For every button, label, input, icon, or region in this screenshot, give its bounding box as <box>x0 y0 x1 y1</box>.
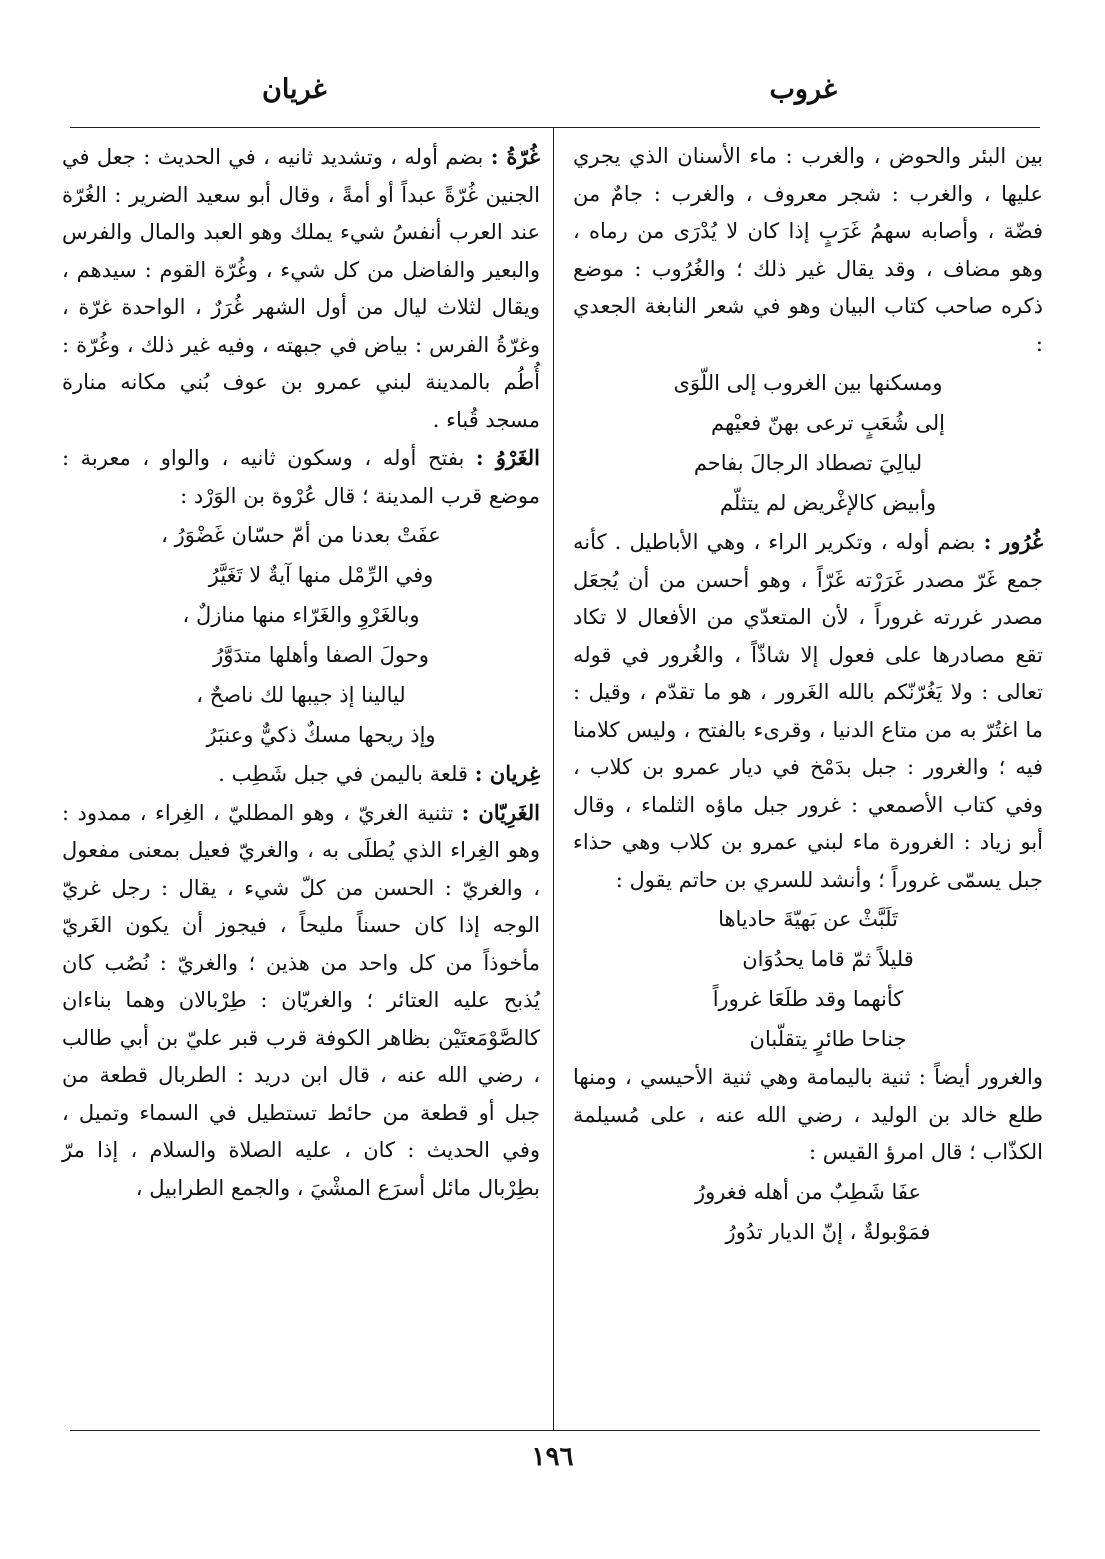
verse-block-sari <box>573 899 1043 1059</box>
running-header-left: غريان <box>262 74 327 105</box>
verse-block-imru-alqays <box>573 1172 1043 1252</box>
entry-text: والغرور أيضاً : ثنية باليمامة وهي ثنية الأحيسي ، ومنها طلع خالد بن الوليد ، رضي الله عنه ، على مُسيلمة الكذّاب ؛ قال امرؤ القيس : <box>573 1065 1043 1164</box>
verse-line: ومسكنها بين الغروب إلى اللّوَى <box>673 371 943 395</box>
entry-text: بفتح أوله ، وسكون ثانيه ، والواو ، معربة : موضع قرب المدينة ؛ قال عُرْوة بن الوَرْد : <box>62 446 540 508</box>
entry-text: تثنية الغريّ ، وهو المطليّ ، الغِراء ، ممدود : وهو الغِراء الذي يُطلَى به ، والغريّ فعيل بمعنى مفعول ، والغريّ : الحسن من كلّ شيء ، يقال : رجل غريّ الوجه إذا كان حسناً مليحاً ، فيجوز أن يكون الغَريّ مأخوذاً من كل واحد من هذين ؛ والغريّ : نُصُب كان يُذبح عليه العتائر ؛ والغريّان : طِرْبالان وهما بناءان كالصَّوْمَعتَيْن بظاهر الكوفة قرب قبر عليّ بن أبي طالب ، رضي الله عنه ، قال ابن دريد : الطربال قطعة من جبل أو قطعة من حائط تستطيل في السماء وتميل ، وفي الحديث : كان ، عليه الصلاة والسلام ، إذا مرّ بطِرْبال مائل أسرَع المشْيَ ، والجمع الطرابيل ، <box>62 800 540 1200</box>
entry-ghiryan <box>62 755 540 794</box>
verse-line: عفَتْ بعدنا من أمّ حسّان غَضْوَرُ ، <box>161 523 441 547</box>
headword: غِريان : <box>474 761 540 786</box>
verse-line: كأنهما وقد طلَعَا غروراً <box>712 987 904 1011</box>
verse-line: وبالغَرْوِ والغَرّاء منها منازلٌ ، <box>182 603 420 627</box>
bottom-rule <box>70 1430 1040 1431</box>
verse-line: إلى شُعَبٍ ترعى بهنّ فعيْهم <box>711 411 945 435</box>
page-number: ١٩٦ <box>531 1442 574 1472</box>
verse-line: ليالِيَ تصطاد الرجالَ بفاحم <box>693 451 923 475</box>
verse-line: وحولَ الصفا وأهلها متدَوَّرُ <box>213 643 429 667</box>
entry-text: قلعة باليمن في جبل شَطِب . <box>218 762 469 786</box>
verse-line: فمَوْبولةٌ ، إنّ الديار تدُورُ <box>725 1219 931 1244</box>
entry-algharriyan <box>62 794 540 1208</box>
verse-line: وإذ ريحها مسكٌ ذكيٌّ وعنبَرُ <box>206 723 436 747</box>
entry-continuation-text: بين البئر والحوض ، والغرب : ماء الأسنان الذي يجري عليها ، والغرب : شجر معروف ، والغرب : جامٌ من فضّة ، وأصابه سهمُ غَرَبٍ إذا كان لا يُدْرَى من رماه ، وهو مضاف ، وقد يقال غير ذلك ؛ والغُرُوب : موضع ذكره صاحب كتاب البيان وهو في شعر النابغة الجعدي : <box>573 144 1043 356</box>
entry-text: بضم أوله ، وتشديد ثانيه ، في الحديث : جعل في الجنين غُرّةً عبداً أو أمةً ، وقال أبو سعيد الضرير : الغُرّة عند العرب أنفسُ شيء يملك وهو العبد والمال والفرس والبعير والفاضل من كل شيء ، وغُرّة القوم : سيدهم ، ويقال لثلاث ليال من أول الشهر غُرَرٌ ، الواحدة غرّة ، وغرّةُ الفرس : بياض في جبهته ، وفيه غير ذلك ، وغُرّة : أُطُم بالمدينة لبني عمرو بن عوف بُني مكانه منارة مسجد قُباء . <box>62 145 540 432</box>
column-right <box>573 138 1043 1252</box>
verse-line: عفَا شَطِبٌ من أهله فغرورُ <box>694 1179 922 1204</box>
entry-algharw <box>62 439 540 515</box>
headword: غُرُور : <box>983 529 1043 554</box>
headword: غُرّةُ : <box>490 144 540 169</box>
verse-line: وفي الرِّمْل منها آيةٌ لا تَغَيَّرُ <box>208 563 434 587</box>
column-left <box>62 138 540 1207</box>
headword: الغَرْوُ : <box>475 445 540 470</box>
entry-ghurur <box>573 523 1043 899</box>
running-header-right: غروب <box>769 74 837 105</box>
entry-ghurra <box>62 138 540 439</box>
verse-line: وأبيض كالإغْريض لم يتثلّم <box>719 491 937 515</box>
verse-line: قليلاً ثمّ قاما يحدُوَان <box>742 947 914 971</box>
verse-block-jadi <box>573 363 1043 523</box>
entry-text: بضم أوله ، وتكرير الراء ، وهي الأباطيل . كأنه جمع غَرّ مصدر غَرَرْته غَرّاً ، وهو أحسن من أن يُجعَل مصدر غررته غروراً ، لأن المتعدّي من الأفعال لا تكاد تقع مصادرها على فعول إلا شاذّاً ، والغُرور في قوله تعالى : ولا يَغُرّنّكم بالله الغَرور ، هو ما تقدّم ، وقيل : ما اغتُرّ به من متاع الدنيا ، وقرىء بالفتح ، وليس كلامنا فيه ؛ والغرور : جبل بدَمْخ في ديار عمرو بن كلاب ، وفي كتاب الأصمعي : غرور جبل ماؤه الثلماء ، وقال أبو زياد : الغرورة ماء لبني عمرو بن كلاب وهي حذاء جبل يسمّى غروراً ؛ وأنشد للسري بن حاتم يقول : <box>573 530 1043 892</box>
verse-block-urwa <box>62 515 540 755</box>
verse-line: تَلَبَّثْ عن بَهيّةَ حادياها <box>718 907 898 931</box>
verse-line: ليالينا إذ جيبها لك ناصحٌ ، <box>196 683 406 707</box>
headword: الغَرِيّان : <box>461 799 540 825</box>
verse-line: جناحا طائرٍ يتقلّبان <box>749 1027 907 1051</box>
top-rule <box>70 127 1040 128</box>
column-divider <box>553 128 554 1430</box>
